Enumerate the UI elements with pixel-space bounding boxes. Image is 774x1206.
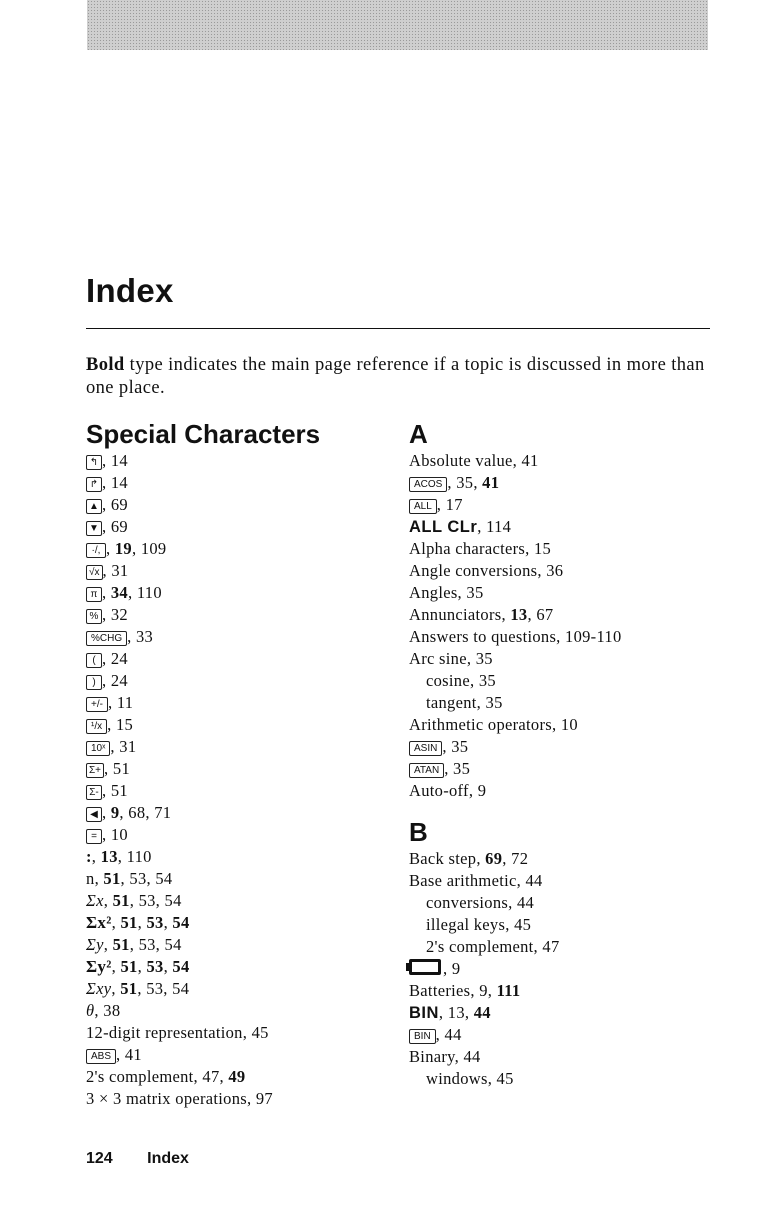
index-entry: ↰ , 14 (86, 450, 386, 472)
page-ref: 54 (164, 935, 182, 954)
key-glyph: Σ- (86, 785, 102, 800)
entry-term: Annunciators (409, 605, 502, 624)
entry-term: Base arithmetic (409, 871, 517, 890)
entry-term: Binary (409, 1047, 455, 1066)
key-glyph: BIN (409, 1029, 436, 1044)
page-ref: 114 (486, 517, 512, 536)
entry-term: n (86, 869, 95, 888)
page-ref: 14 (110, 451, 128, 470)
key-glyph: √x (86, 565, 103, 580)
index-entry: ACOS , 35, 41 (409, 472, 709, 494)
page-ref: 9 (479, 981, 488, 1000)
page-ref: 35 (453, 759, 471, 778)
page-ref: 72 (511, 849, 529, 868)
entry-term: Arc sine (409, 649, 467, 668)
index-list-a (409, 450, 709, 802)
page-ref: 24 (110, 649, 128, 668)
page-ref: 31 (111, 561, 129, 580)
page-ref: 9 (477, 781, 487, 800)
index-entry: 3 × 3 matrix operations, 97 (86, 1089, 273, 1108)
intro-bold-word: Bold (86, 355, 125, 375)
index-entry: ALL , 17 (409, 494, 709, 516)
index-entry: %CHG , 33 (86, 626, 386, 648)
page-ref: 14 (110, 473, 128, 492)
section-heading-special-characters: Special Characters (86, 419, 321, 449)
index-entry: ASIN , 35 (409, 736, 709, 758)
page-ref: 44 (473, 1003, 491, 1022)
index-entry: ¹/x , 15 (86, 714, 386, 736)
header-halftone-band (87, 0, 708, 50)
page-number: 124 (86, 1150, 113, 1167)
index-entry: illegal keys, 45 (426, 915, 532, 934)
index-entry: +/- , 11 (86, 692, 386, 714)
page-ref: 15 (533, 539, 552, 558)
page-ref: 69 (110, 495, 128, 514)
entry-term: BIN (409, 1004, 439, 1022)
page-ref: 51 (120, 979, 138, 998)
entry-term: windows (426, 1069, 488, 1088)
index-entry: cosine, 35 (426, 671, 496, 690)
page-ref: 109 (140, 539, 167, 558)
entry-term: illegal keys (426, 915, 506, 934)
entry-term: Arithmetic operators (409, 715, 552, 734)
index-list-b (409, 848, 709, 1090)
page-ref: 68 (128, 803, 146, 822)
key-glyph: 10ˣ (86, 741, 110, 756)
index-entry: BIN , 44 (409, 1024, 709, 1046)
title-rule (86, 328, 710, 329)
index-entry: Σy², 51, 53, 54 (86, 957, 190, 976)
section-heading-b: B (409, 817, 428, 847)
page-ref: 45 (496, 1069, 514, 1088)
index-entry: ( , 24 (86, 648, 386, 670)
entry-term: 12-digit representation (86, 1023, 243, 1042)
index-entry: Σ- , 51 (86, 780, 386, 802)
page-ref: 47 (202, 1067, 220, 1086)
index-list-special-characters (86, 450, 386, 1110)
page-ref: 47 (542, 937, 560, 956)
key-glyph: ▼ (86, 521, 102, 536)
page-ref: 35 (485, 693, 503, 712)
footer-section-title: Index (147, 1150, 189, 1167)
index-entry: windows, 45 (426, 1069, 514, 1088)
page-ref: 10 (110, 825, 128, 844)
entry-term: Σy² (86, 957, 112, 976)
index-entry: √x , 31 (86, 560, 386, 582)
index-entry: 2's complement, 47 (426, 937, 560, 956)
key-glyph: ) (86, 675, 102, 690)
page-ref: 41 (124, 1045, 142, 1064)
page-ref: 51 (120, 913, 138, 932)
entry-term: Back step (409, 849, 477, 868)
page-ref: 9 (451, 959, 461, 978)
page-ref: 51 (110, 781, 128, 800)
page-ref: 44 (444, 1025, 462, 1044)
entry-term: ALL CLr (409, 518, 478, 536)
page-ref: 35 (478, 671, 496, 690)
key-glyph: ▲ (86, 499, 102, 514)
index-entry: π , 34, 110 (86, 582, 386, 604)
key-glyph: ASIN (409, 741, 442, 756)
index-entry: tangent, 35 (426, 693, 503, 712)
page-ref: 11 (116, 693, 134, 712)
page-ref: 10 (560, 715, 578, 734)
page-ref: 13 (447, 1003, 465, 1022)
index-column-right (409, 418, 709, 1090)
battery-icon (409, 959, 441, 975)
page-ref: 54 (172, 979, 190, 998)
entry-term: cosine (426, 671, 470, 690)
index-entry: Σ+ , 51 (86, 758, 386, 780)
entry-term: Alpha characters (409, 539, 526, 558)
page-ref: 13 (510, 605, 528, 624)
entry-term: Σxy (86, 979, 112, 998)
index-entry: Angles, 35 (409, 583, 484, 602)
index-entry: Σxy, 51, 53, 54 (86, 979, 190, 998)
page-ref: 44 (525, 871, 543, 890)
page-ref: 67 (536, 605, 554, 624)
key-glyph: ¹/x (86, 719, 107, 734)
page-footer (86, 1150, 189, 1168)
page-ref: 53 (146, 957, 164, 976)
index-entry: Angle conversions, 36 (409, 561, 564, 580)
index-entry: Annunciators, 13, 67 (409, 605, 554, 624)
page-ref: 19 (114, 539, 132, 558)
page-ref: 15 (115, 715, 134, 734)
page-ref: 45 (514, 915, 532, 934)
index-entry: ▼ , 69 (86, 516, 386, 538)
page-ref: 32 (110, 605, 128, 624)
page-ref: 51 (103, 869, 121, 888)
page-ref: 35 (475, 649, 493, 668)
section-heading-a: A (409, 419, 428, 449)
entry-term: Σx² (86, 913, 112, 932)
page-ref: 33 (135, 627, 154, 646)
page-ref: 35 (466, 583, 484, 602)
key-glyph: ·/, (86, 543, 106, 558)
entry-term: Answers to questions (409, 627, 557, 646)
page-ref: 53 (138, 891, 156, 910)
index-entry: Σx², 51, 53, 54 (86, 913, 190, 932)
index-entry: ) , 24 (86, 670, 386, 692)
index-entry: 10ˣ , 31 (86, 736, 386, 758)
page-ref: 53 (129, 869, 147, 888)
page-ref: 69 (110, 517, 128, 536)
key-glyph: ↰ (86, 455, 102, 470)
page-ref: 31 (119, 737, 137, 756)
key-glyph: π (86, 587, 102, 602)
index-entry: BIN, 13, 44 (409, 1003, 491, 1022)
page-ref: 41 (521, 451, 539, 470)
key-glyph: ◀ (86, 807, 102, 822)
page-ref: 111 (496, 981, 521, 1000)
index-entry: Σy, 51, 53, 54 (86, 935, 182, 954)
index-entry: ABS , 41 (86, 1044, 386, 1066)
entry-term: θ (86, 1001, 95, 1020)
page-ref: 54 (155, 869, 173, 888)
page-ref: 109-110 (565, 627, 622, 646)
page-ref: 71 (154, 803, 172, 822)
page-ref: 45 (251, 1023, 269, 1042)
entry-term: Angle conversions (409, 561, 538, 580)
page-ref: 24 (110, 671, 128, 690)
page-ref: 9 (110, 803, 120, 822)
index-entry: = , 10 (86, 824, 386, 846)
index-entry: Σx, 51, 53, 54 (86, 891, 182, 910)
page-ref: 51 (112, 891, 130, 910)
page-ref: 53 (138, 935, 156, 954)
key-glyph: Σ+ (86, 763, 104, 778)
key-glyph: %CHG (86, 631, 127, 646)
key-glyph: = (86, 829, 102, 844)
index-entry: Auto-off, 9 (409, 781, 487, 800)
index-entry: Alpha characters, 15 (409, 539, 552, 558)
index-entry: % , 32 (86, 604, 386, 626)
index-entry: Answers to questions, 109-110 (409, 627, 622, 646)
page-ref: 110 (126, 847, 152, 866)
index-entry: ·/, , 19, 109 (86, 538, 386, 560)
entry-term: Absolute value (409, 451, 513, 470)
index-entry: Absolute value, 41 (409, 451, 539, 470)
page-ref: 110 (136, 583, 162, 602)
index-entry: , 9 (409, 958, 709, 980)
index-entry: 12-digit representation, 45 (86, 1023, 269, 1042)
page-ref: 51 (112, 759, 130, 778)
page-ref: 35 (456, 473, 474, 492)
intro-paragraph (86, 354, 710, 400)
entry-term: conversions (426, 893, 509, 912)
entry-term: Batteries (409, 981, 471, 1000)
index-entry: Binary, 44 (409, 1047, 481, 1066)
index-entry: Base arithmetic, 44 (409, 871, 543, 890)
index-entry: n, 51, 53, 54 (86, 869, 173, 888)
entry-term: 2's complement (426, 937, 534, 956)
page-ref: 54 (172, 913, 190, 932)
page-ref: 53 (146, 979, 164, 998)
index-column-left (86, 418, 386, 1110)
index-entry: conversions, 44 (426, 893, 535, 912)
entry-term: Σx (86, 891, 104, 910)
page-ref: 54 (164, 891, 182, 910)
index-entry: ALL CLr, 114 (409, 517, 512, 536)
index-entry: 2's complement, 47, 49 (86, 1067, 246, 1086)
page-ref: 34 (110, 583, 128, 602)
entry-term: tangent (426, 693, 477, 712)
index-entry: Arc sine, 35 (409, 649, 493, 668)
page-ref: 36 (546, 561, 564, 580)
page-title: Index (86, 272, 174, 309)
entry-term: Angles (409, 583, 458, 602)
page-ref: 17 (445, 495, 463, 514)
index-entry: θ, 38 (86, 1001, 121, 1020)
intro-text: type indicates the main page reference if a topic is discussed in more than one place. (86, 355, 705, 398)
key-glyph: +/- (86, 697, 108, 712)
page-ref: 44 (463, 1047, 481, 1066)
page-ref: 51 (120, 957, 138, 976)
key-glyph: ( (86, 653, 102, 668)
key-glyph: ACOS (409, 477, 447, 492)
index-entry: ATAN , 35 (409, 758, 709, 780)
entry-term: Σy (86, 935, 104, 954)
page-ref: 41 (482, 473, 500, 492)
index-entry: ▲ , 69 (86, 494, 386, 516)
key-glyph: ATAN (409, 763, 444, 778)
page-ref: 35 (451, 737, 469, 756)
page-ref: 49 (228, 1067, 246, 1086)
page-ref: 54 (172, 957, 190, 976)
page-ref: 44 (516, 893, 535, 912)
page-ref: 51 (112, 935, 130, 954)
entry-term: : (86, 847, 92, 866)
key-glyph: ABS (86, 1049, 116, 1064)
key-glyph: ↱ (86, 477, 102, 492)
index-entry: Batteries, 9, 111 (409, 981, 521, 1000)
page-ref: 53 (146, 913, 164, 932)
entry-term: 2's complement (86, 1067, 194, 1086)
page-ref: 69 (485, 849, 503, 868)
index-entry: ↱ , 14 (86, 472, 386, 494)
index-entry: :, 13, 110 (86, 847, 152, 866)
page-ref: 13 (100, 847, 118, 866)
key-glyph: ALL (409, 499, 437, 514)
key-glyph: % (86, 609, 102, 624)
page-ref: 97 (255, 1089, 273, 1108)
entry-term: Auto-off (409, 781, 469, 800)
entry-term: 3 × 3 matrix operations (86, 1089, 248, 1108)
index-entry: Back step, 69, 72 (409, 849, 529, 868)
index-entry: ◀ , 9, 68, 71 (86, 802, 386, 824)
index-entry: Arithmetic operators, 10 (409, 715, 578, 734)
page-ref: 38 (103, 1001, 121, 1020)
